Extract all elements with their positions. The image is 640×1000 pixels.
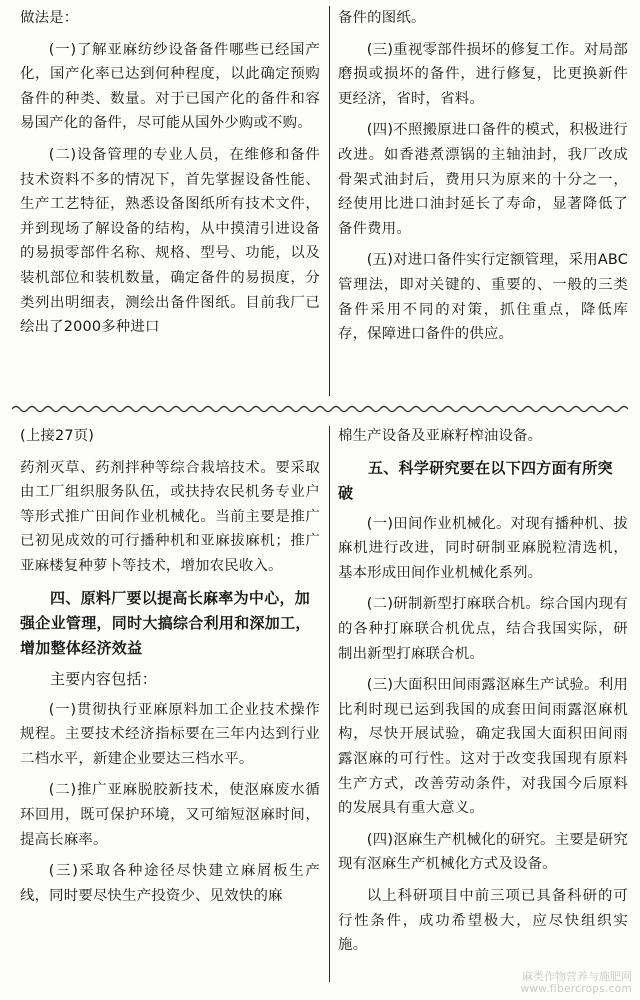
- wavy-separator: [12, 402, 628, 416]
- paragraph: 以上科研项目中前三项已具备科研的可行性条件，成功希望极大，应尽快组织实施。: [338, 887, 628, 954]
- paragraph: 备件的图纸。: [338, 10, 426, 26]
- paragraph: (一)了解亚麻纺纱设备备件哪些已经国产化，国产化率已达到何种程度，以此确定预购备件的种类、数量。对于已国产化的备件和容易国产化的备件，尽可能从国外少购或不购。: [20, 41, 320, 132]
- paragraph: (五)对进口备件实行定额管理，采用ABC管理法，即对关键的、重要的、一般的三类备件采用不同的对策，抓住重点，降低库存，保障进口备件的供应。: [338, 252, 628, 343]
- watermark-cn: 麻类作物营养与施肥网: [522, 970, 632, 983]
- paragraph: (一)贯彻执行亚麻原料加工企业技术操作规程。主要技术经济指标要在三年内达到行业二档水平，新建企业要达三档水平。: [20, 701, 320, 767]
- paragraph: (三)重视零部件损坏的修复工作。对局部磨损或损坏的备件，进行修复，比更换新件更经济，省时，省料。: [338, 41, 628, 107]
- paragraph: (四)不照搬原进口备件的模式，积极进行改进。如香港煮漂锅的主轴油封，我厂改成骨架式油封后，费用只为原来的十分之一，经使用比进口油封延长了寿命，显著降低了备件费用。: [338, 122, 628, 237]
- watermark: [520, 970, 632, 996]
- bottom-left-column: [20, 424, 320, 915]
- paragraph: 棉生产设备及亚麻籽榨油设备。: [338, 428, 543, 444]
- paragraph: (四)沤麻生产机械化的研究。主要是研究现有沤麻生产机械化方式及设备。: [338, 831, 628, 873]
- paragraph: (一)田间作业机械化。对现有播种机、拔麻机进行改进，同时研制亚麻脱粒清选机，基本形成田间作业机械化系列。: [338, 515, 628, 581]
- paragraph: (二)研制新型打麻联合机。综合国内现有的各种打麻联合机优点，结合我国实际，研制出新型打麻联合机。: [338, 596, 628, 662]
- paragraph: 做法是：: [20, 10, 79, 26]
- paragraph: 药剂灭草、药剂拌种等综合栽培技术。要采取由工厂组织服务队伍，或扶持农民机务专业户等形式推广田间作业机械化。当前主要是推广已初见成效的可行播种机和亚麻拔麻机；推广亚麻楼复种萝卜等技术，增加农民收入。: [20, 459, 320, 574]
- watermark-url: www.fibercrops.com: [520, 983, 632, 995]
- paragraph: (二)设备管理的专业人员，在维修和备件技术资料不多的情况下，首先掌握设备性能、生产工艺特征，熟悉设备图纸所有技术文件，并到现场了解设备的结构，从中摸清引进设备的易损零部件名称、规格、型号、功能，以及装机部位和装机数量，确定备件的易损度，分类列出明细表，测绘出备件图纸。目前我厂已绘出了2000多种进口: [20, 146, 320, 336]
- bottom-right-column: [338, 424, 628, 965]
- paragraph: (三)大面积田间雨露沤麻生产试验。利用比利时现已运到我国的成套田间雨露沤麻机构，尽快开展试验，确定我国大面积田间雨露沤麻的可行性。这对于改变我国现有原料生产方式，改善劳动条件，对我国今后原料的发展具有重大意义。: [338, 677, 628, 817]
- section-heading-5: 五、科学研究要在以下四方面有所突破: [338, 458, 613, 502]
- top-right-column: [338, 6, 628, 354]
- section-heading-4: 四、原料厂要以提高长麻率为中心，加强企业管理，同时大搞综合利用和深加工，增加整体经济效益: [20, 588, 311, 657]
- column-divider: [329, 6, 330, 396]
- continued-note: (上接27页): [20, 428, 95, 444]
- subheading: 主要内容包括：: [50, 669, 158, 688]
- paragraph: (三)采取各种途径尽快建立麻屑板生产线，同时要尽快生产投资少、见效快的麻: [20, 863, 320, 904]
- top-left-column: [20, 6, 320, 347]
- column-divider: [329, 426, 330, 982]
- paragraph: (二)推广亚麻脱胶新技术，使沤麻废水循环回用，既可保护环境，又可缩短沤麻时间，提高长麻率。: [20, 782, 320, 848]
